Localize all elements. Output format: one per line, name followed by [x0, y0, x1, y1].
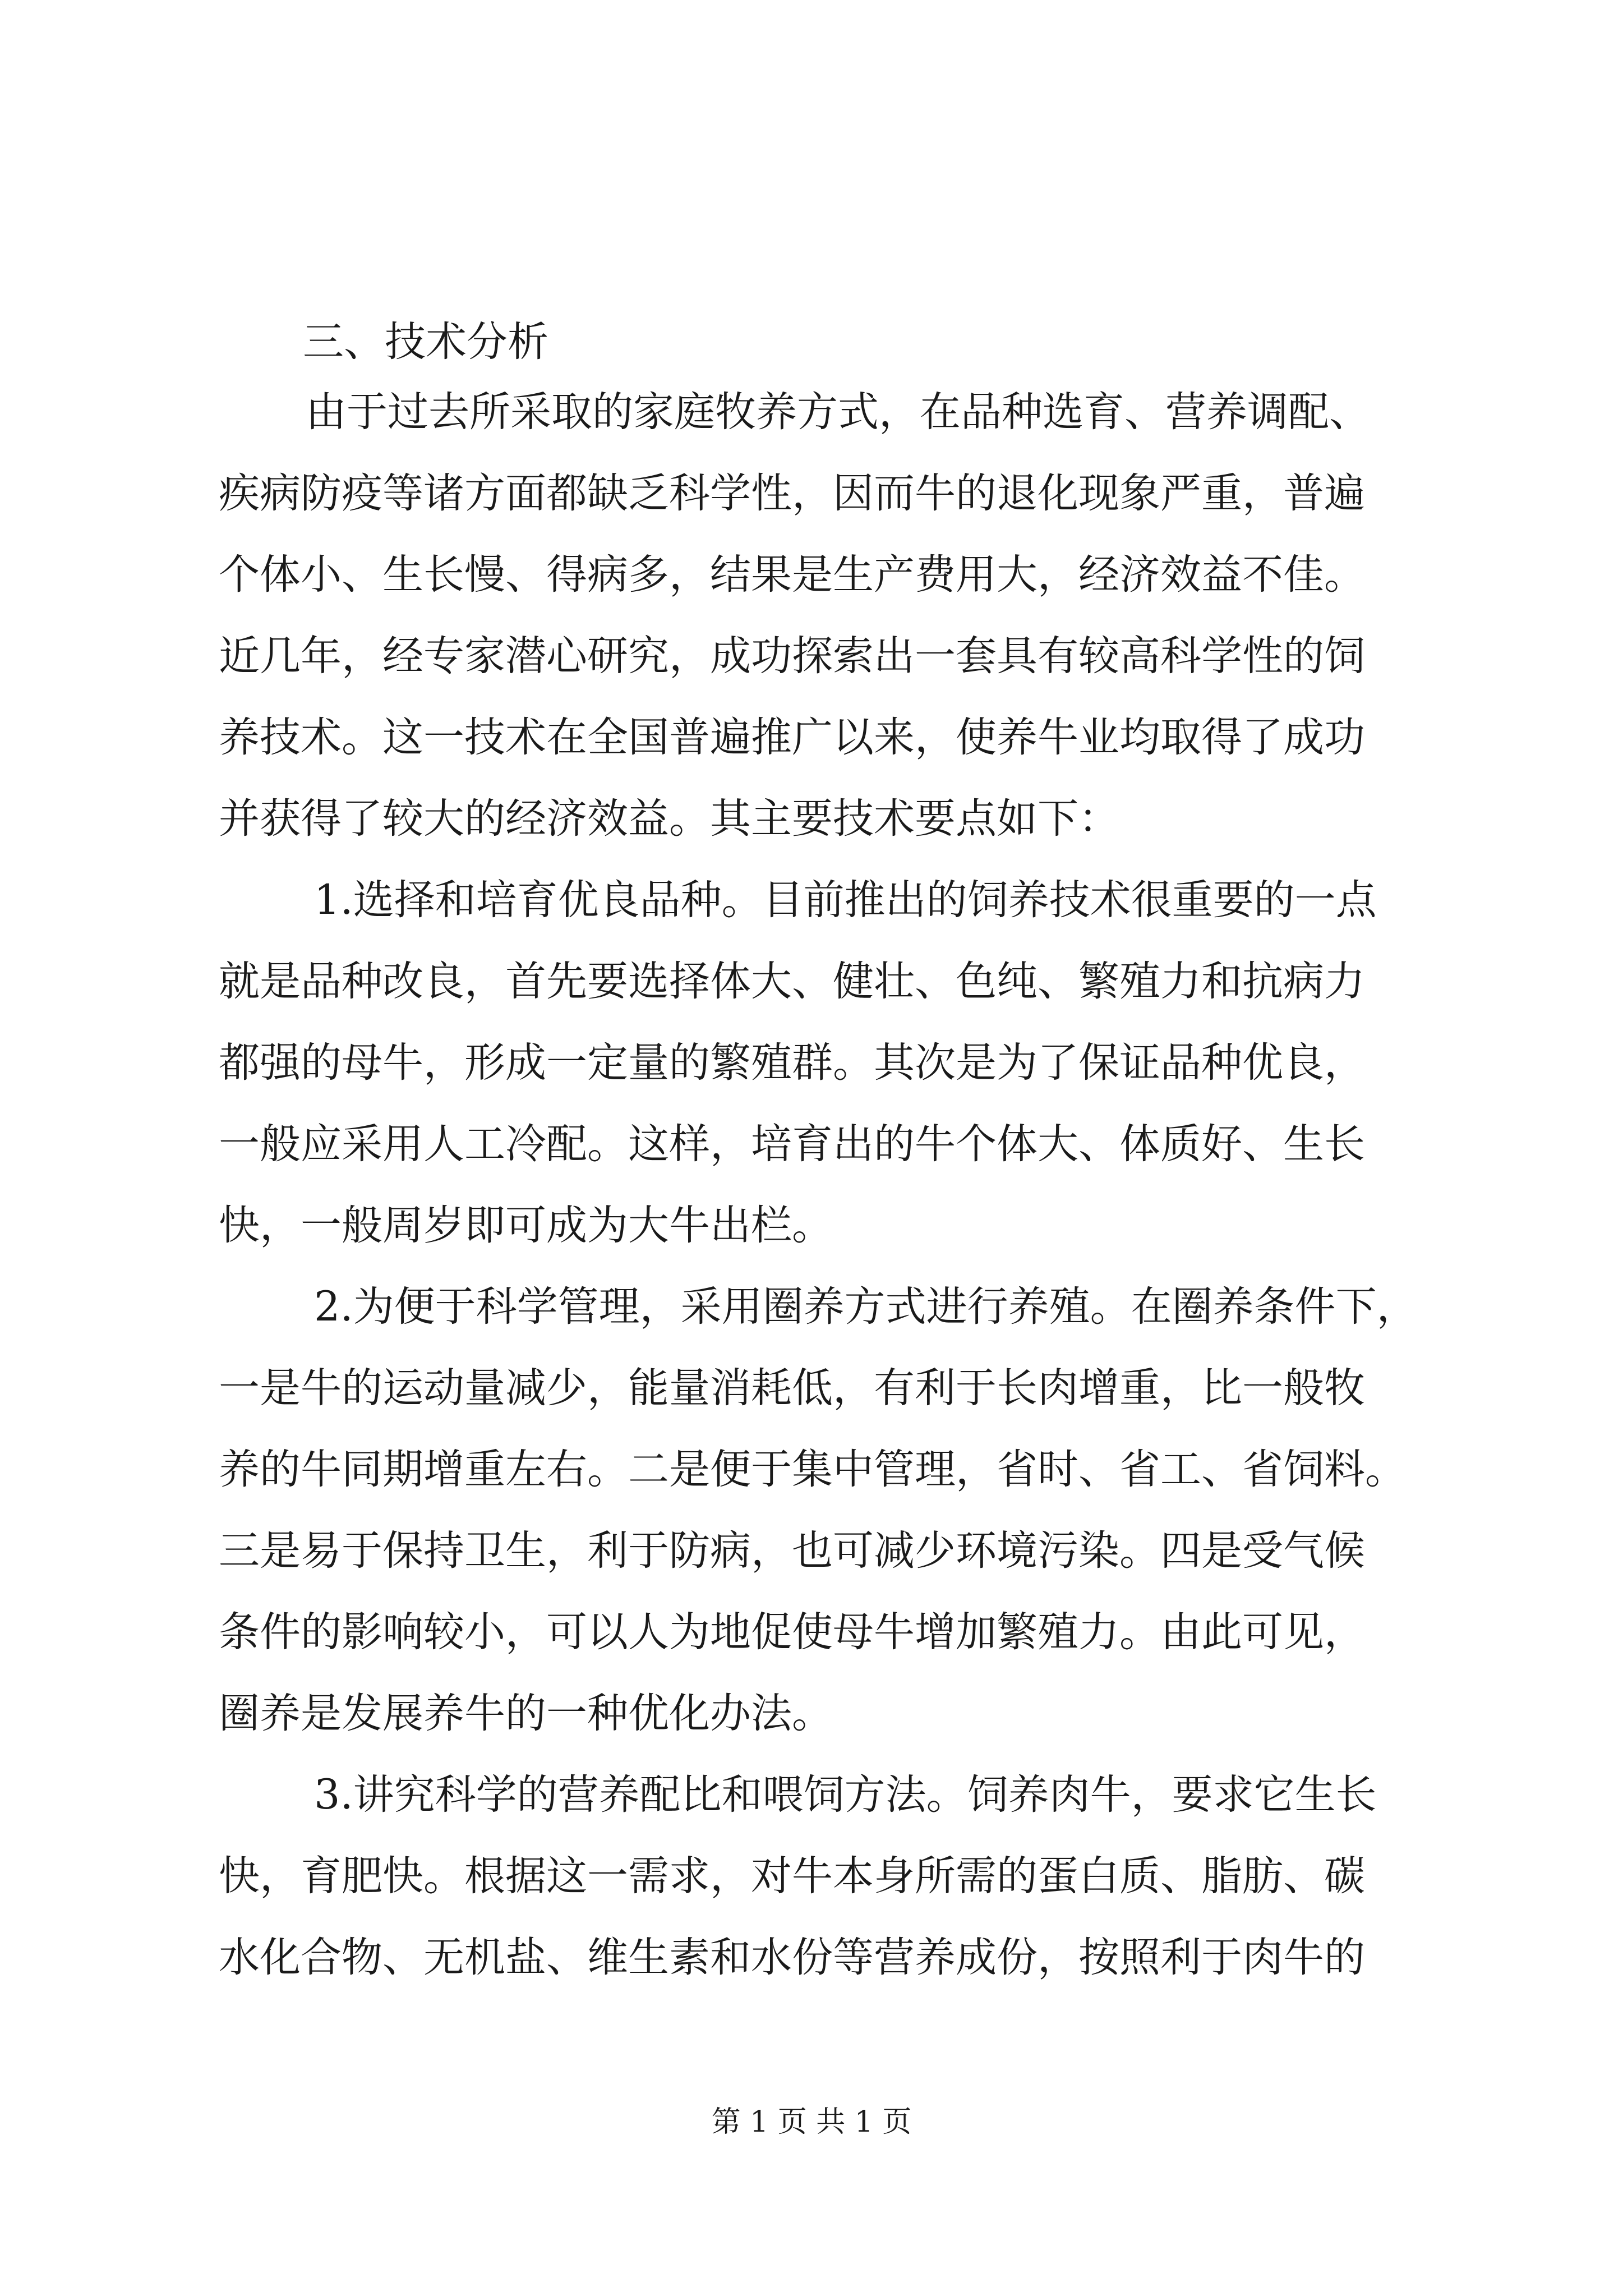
text-line: 快，育肥快。根据这一需求，对牛本身所需的蛋白质、脂肪、碳	[219, 1852, 1365, 1900]
text-line: 养的牛同期增重左右。二是便于集中管理，省时、省工、省饲料。	[219, 1446, 1406, 1493]
text-line: 一是牛的运动量减少，能量消耗低，有利于长肉增重，比一般牧	[219, 1364, 1365, 1412]
text-line: 1.选择和培育优良品种。目前推出的饲养技术很重要的一点	[314, 876, 1377, 924]
text-line: 个体小、生长慢、得病多，结果是生产费用大，经济效益不佳。	[219, 551, 1365, 599]
text-line: 近几年，经专家潜心研究，成功探索出一套具有较高科学性的饲	[219, 632, 1365, 680]
text-line: 快，一般周岁即可成为大牛出栏。	[219, 1202, 833, 1249]
text-line: 三是易于保持卫生，利于防病，也可减少环境污染。四是受气候	[219, 1527, 1365, 1575]
text-line: 疾病防疫等诸方面都缺乏科学性，因而牛的退化现象严重，普遍	[219, 470, 1365, 517]
page-number-label: 第 1 页 共 1 页	[711, 2105, 912, 2139]
text-line: 圈养是发展养牛的一种优化办法。	[219, 1690, 833, 1737]
text-line: 养技术。这一技术在全国普遍推广以来，使养牛业均取得了成功	[219, 714, 1365, 761]
text-line: 并获得了较大的经济效益。其主要技术要点如下：	[219, 795, 1119, 843]
text-line: 就是品种改良，首先要选择体大、健壮、色纯、繁殖力和抗病力	[219, 958, 1365, 1005]
text-line: 2.为便于科学管理，采用圈养方式进行养殖。在圈养条件下，	[314, 1283, 1418, 1331]
text-line: 3.讲究科学的营养配比和喂饲方法。饲养肉牛，要求它生长	[314, 1771, 1377, 1819]
text-line: 一般应采用人工冷配。这样，培育出的牛个体大、体质好、生长	[219, 1120, 1365, 1168]
text-line: 条件的影响较小，可以人为地促使母牛增加繁殖力。由此可见，	[219, 1608, 1365, 1656]
text-line: 由于过去所采取的家庭牧养方式，在品种选育、营养调配、	[306, 388, 1370, 436]
text-line: 都强的母牛，形成一定量的繁殖群。其次是为了保证品种优良，	[219, 1039, 1365, 1087]
page-footer	[0, 2102, 1623, 2142]
text-line: 水化合物、无机盐、维生素和水份等营养成份，按照利于肉牛的	[219, 1934, 1365, 1981]
section-heading: 三、技术分析	[303, 318, 548, 366]
